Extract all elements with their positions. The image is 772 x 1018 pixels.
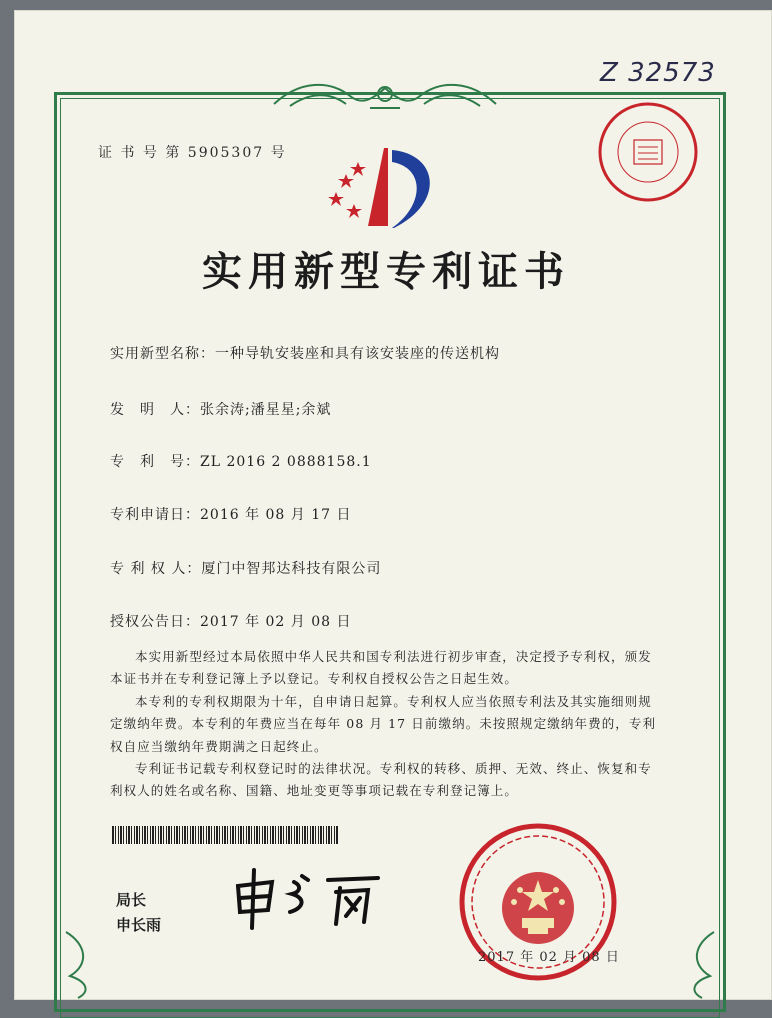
patent-office-logo-icon <box>328 148 448 238</box>
field-inventors <box>110 399 331 419</box>
seal-date: 2017 年 02 月 08 日 <box>478 950 620 965</box>
certificate-number: 证 书 号 第 5905307 号 <box>98 145 287 161</box>
body-paragraph: 本专利的专利权期限为十年，自申请日起算。专利权人应当依照专利法及其实施细则规定缴纳年费。本专利的年费应当在每年 08 月 17 日前缴纳。未按照规定缴纳年费的，专利权自应当缴纳年费期满之日起终止。 <box>110 693 657 754</box>
field-value: 一种导轨安装座和具有该安装座的传送机构 <box>215 346 500 362</box>
handwritten-note: Z 32573 <box>600 58 716 88</box>
field-patentee <box>110 558 381 578</box>
certificate-title: 实用新型专利证书 <box>202 248 570 295</box>
barcode-icon <box>112 826 340 844</box>
certificate-body-text <box>110 646 658 803</box>
field-label: 专 利 号： <box>110 454 200 470</box>
field-value: 2016 年 08 月 17 日 <box>200 507 352 523</box>
field-label: 发 明 人： <box>110 402 200 418</box>
director-title: 局长 <box>116 891 147 909</box>
field-label: 专利申请日： <box>110 507 200 523</box>
director-block <box>116 888 161 938</box>
field-value: ZL 2016 2 0888158.1 <box>200 454 372 470</box>
top-ornament-icon <box>270 74 500 114</box>
field-label: 授权公告日： <box>110 614 200 630</box>
corner-ornament-right-icon <box>680 930 720 1000</box>
agency-seal-icon <box>596 100 700 204</box>
field-label: 专 利 权 人： <box>110 561 202 577</box>
field-value: 张余涛;潘星星;余斌 <box>200 402 332 418</box>
corner-ornament-left-icon <box>60 930 100 1000</box>
field-value: 厦门中智邦达科技有限公司 <box>201 561 382 577</box>
field-grant-date <box>110 611 352 631</box>
field-utility-model-name <box>110 343 500 363</box>
field-label: 实用新型名称： <box>110 346 215 362</box>
body-paragraph: 本实用新型经过本局依照中华人民共和国专利法进行初步审查，决定授予专利权，颁发本证书并在专利登记簿上予以登记。专利权自授权公告之日起生效。 <box>110 649 652 687</box>
field-patent-number <box>110 451 372 471</box>
field-value: 2017 年 02 月 08 日 <box>200 614 352 630</box>
field-application-date <box>110 504 352 524</box>
director-name: 申长雨 <box>116 916 162 934</box>
director-signature-icon <box>228 868 388 930</box>
body-paragraph: 专利证书记载专利权登记时的法律状况。专利权的转移、质押、无效、终止、恢复和专利权人的姓名或名称、国籍、地址变更等事项记载在专利登记簿上。 <box>110 761 652 799</box>
